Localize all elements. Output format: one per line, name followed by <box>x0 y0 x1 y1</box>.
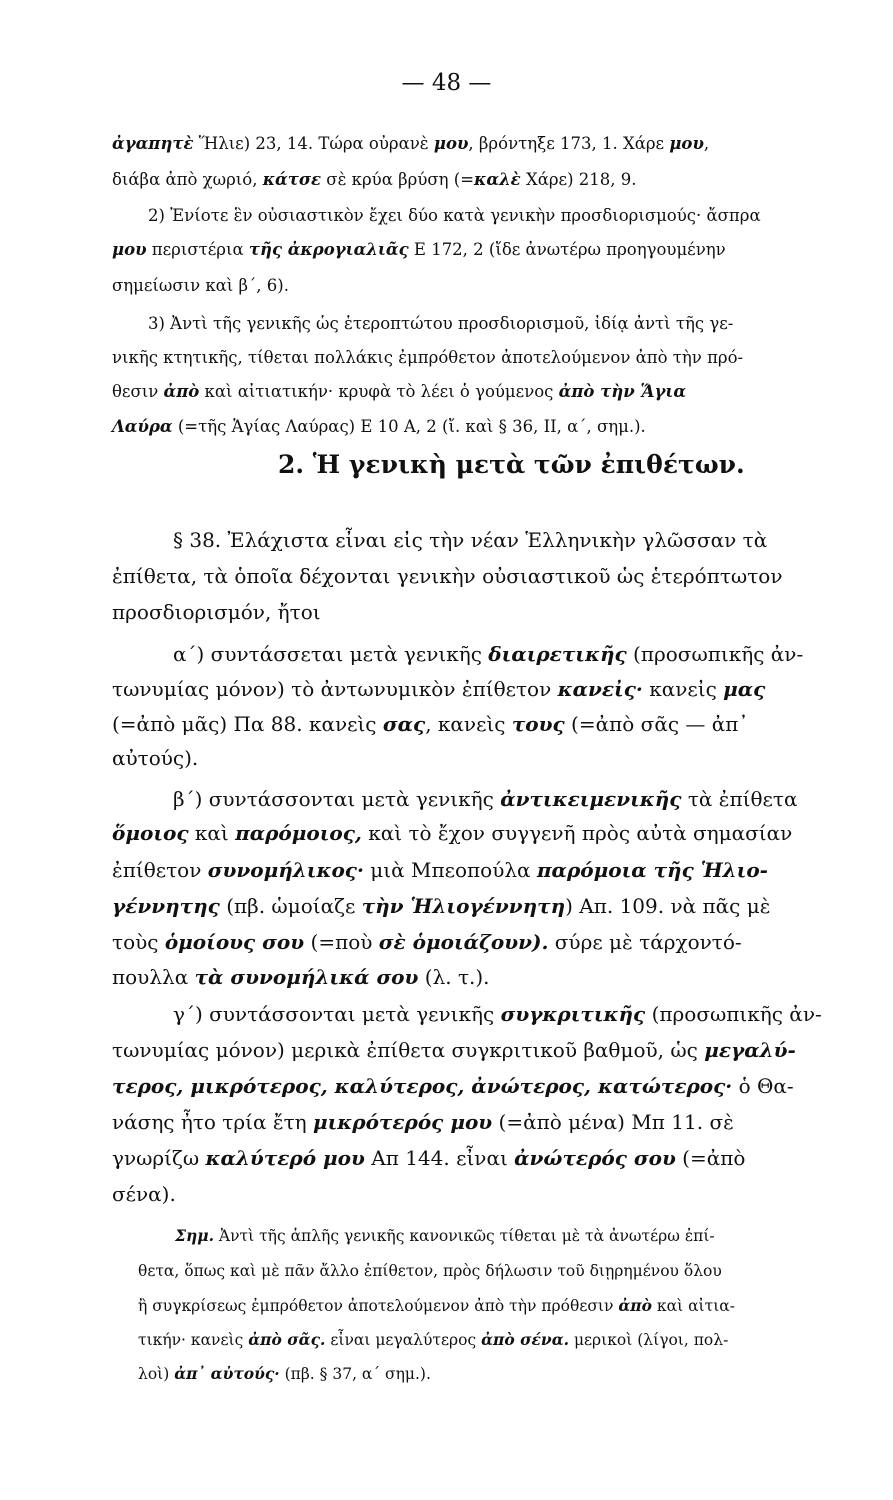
text-run: (πβ. § 37, α΄ σημ.). <box>279 1365 431 1383</box>
emphasized-text: ἀπὸ <box>163 382 200 401</box>
text-run: τοὺς <box>112 930 165 954</box>
text-run: σένα). <box>112 1182 176 1206</box>
text-run: λοὶ) <box>138 1365 175 1383</box>
text-run: γνωρίζω <box>112 1146 206 1170</box>
emphasized-text: τους <box>511 712 565 736</box>
text-line <box>112 746 198 770</box>
text-line <box>112 930 742 954</box>
text-run: διάβα ἀπὸ χωριό, <box>112 170 263 189</box>
text-run: § 38. Ἐλάχιστα εἶναι εἰς τὴν νέαν Ἑλληνικὴν γλῶσσαν τὰ <box>173 528 768 552</box>
text-line <box>138 1364 431 1383</box>
emphasized-text: μου <box>669 134 704 153</box>
text-line <box>112 1146 745 1170</box>
text-run: σύρε μὲ τάρχοντό- <box>548 930 742 954</box>
text-run: καὶ αἰτια- <box>651 1297 735 1315</box>
text-run: περιστέρια <box>146 240 249 259</box>
text-line <box>112 600 321 624</box>
text-line <box>112 240 726 259</box>
text-run: εἶναι μεγαλύτερος <box>325 1331 482 1349</box>
text-run: σημείωσιν καὶ β΄, 6). <box>112 276 289 295</box>
text-run: γ΄) συντάσσονται μετὰ γενικῆς <box>173 1002 501 1026</box>
text-run: α΄) συντάσσεται μετὰ γενικῆς <box>173 642 489 666</box>
text-line <box>173 1002 822 1026</box>
emphasized-text: τῆς ἀκρογιαλιᾶς <box>248 240 409 259</box>
text-run: ἐπίθετον <box>112 858 208 882</box>
text-run: ἐπίθετα, τὰ ὁποῖα δέχονται γενικὴν οὐσιαστικοῦ ὡς ἑτερόπτωτον <box>112 564 783 588</box>
text-line <box>112 965 490 989</box>
emphasized-text: ἀπ᾽ αὐτούς· <box>174 1364 280 1383</box>
emphasized-text: ἀγαπητὲ <box>112 134 194 153</box>
text-run: νάσης ἦτο τρία ἔτη <box>112 1110 313 1134</box>
text-line <box>138 1296 735 1315</box>
text-run: τικήν· κανεὶς <box>138 1331 249 1349</box>
text-run: (=ἀπὸ <box>675 1146 746 1170</box>
text-run: καὶ αἰτιατικήν· κρυφὰ τὸ λέει ὁ γούμενος <box>199 382 559 401</box>
text-run: (προσωπικῆς ἀν- <box>645 1002 822 1026</box>
text-line <box>112 1074 794 1098</box>
text-run: ὁ Θα- <box>732 1074 794 1098</box>
page-number: — 48 — <box>401 70 492 96</box>
text-run: , <box>703 134 710 153</box>
text-run: αὐτούς). <box>112 746 199 770</box>
text-line <box>112 677 765 701</box>
text-run: β΄) συντάσσονται μετὰ γενικῆς <box>173 787 501 811</box>
text-line <box>112 134 709 153</box>
text-line <box>112 712 748 736</box>
emphasized-text: ἀπὸ σᾶς. <box>248 1330 326 1349</box>
text-run: τωνυμίας μόνον) τὸ ἀντωνυμικὸν ἐπίθετον <box>112 677 558 701</box>
emphasized-text: κάτσε <box>262 170 322 189</box>
text-run: Ἥλιε) 23, 14. Τώρα οὐρανὲ <box>193 134 434 153</box>
text-run: (προσωπικῆς ἀν- <box>626 642 804 666</box>
text-run: 2) Ἐνίοτε ἓν οὐσιαστικὸν ἔχει δύο κατὰ γενικὴν προσδιορισμούς· ἄσπρα <box>148 206 761 225</box>
text-run: (=ποὺ <box>304 930 379 954</box>
emphasized-text: μας <box>723 677 766 701</box>
text-run: 3) Ἀντὶ τῆς γενικῆς ὡς ἑτεροπτώτου προσδιορισμοῦ, ἰδίᾳ ἀντὶ τῆς γε- <box>148 314 734 333</box>
emphasized-text: μου <box>112 240 147 259</box>
emphasized-text: τὴν Ἡλιογέννητη <box>361 894 566 918</box>
text-run: προσδιορισμόν, ἤτοι <box>112 600 321 624</box>
text-run: , κανεὶς <box>425 712 512 736</box>
emphasized-text: παρόμοιος, <box>235 821 362 845</box>
emphasized-text: κανεἰς· <box>557 677 643 701</box>
text-line <box>173 642 803 666</box>
text-line <box>112 1182 176 1206</box>
text-run: καὶ τὸ ἔχον συγγενῆ πρὸς αὐτὰ σημασίαν <box>361 821 793 845</box>
text-line <box>138 1330 728 1349</box>
text-line <box>112 1038 796 1062</box>
emphasized-text: Σημ. <box>175 1226 214 1245</box>
text-run: θεσιν <box>112 382 164 401</box>
text-run: καὶ <box>188 821 236 845</box>
emphasized-text: ἀπὸ σένα. <box>481 1330 570 1349</box>
text-run: (=τῆς Ἁγίας Λαύρας) Ε 10 Α, 2 (ἴ. καὶ § 36, ΙΙ, α΄, σημ.). <box>172 417 646 436</box>
text-line <box>112 858 768 882</box>
text-line <box>112 821 792 845</box>
text-run: ) Απ. 109. νὰ πᾶς μὲ <box>565 894 771 918</box>
text-run: ἢ συγκρίσεως ἐμπρόθετον ἀποτελούμενον ἀπὸ τὴν πρόθεσιν <box>138 1297 619 1315</box>
text-run: (=ἀπὸ μᾶς) Πα 88. κανεὶς <box>112 712 383 736</box>
text-run: νικῆς κτητικῆς, τίθεται πολλάκις ἐμπρόθετον ἀποτελούμενον ἀπὸ τὴν πρό- <box>112 348 744 367</box>
emphasized-text: γέννητης <box>112 894 220 918</box>
text-line <box>173 787 797 811</box>
text-run: Ε 172, 2 (ἴδε ἀνωτέρω προηγουμένην <box>408 240 726 259</box>
emphasized-text: Λαύρα <box>112 417 173 436</box>
text-line <box>112 564 783 588</box>
emphasized-text: μου <box>433 134 469 153</box>
emphasized-text: παρόμοια τῆς Ἡλιο- <box>536 858 768 882</box>
emphasized-text: ὁμοίους σου <box>164 930 305 954</box>
emphasized-text: ἀπὸ τὴν Ἅγια <box>558 382 687 401</box>
text-run: Ἀντὶ τῆς ἁπλῆς γενικῆς κανονικῶς τίθεται μὲ τὰ ἀνωτέρω ἐπί- <box>213 1227 715 1245</box>
text-line <box>175 1226 715 1245</box>
text-line <box>112 170 637 189</box>
emphasized-text: διαιρετικῆς <box>488 642 627 666</box>
text-line <box>173 528 767 552</box>
emphasized-text: ἀντικειμενικῆς <box>500 787 682 811</box>
text-run: θετα, ὅπως καὶ μὲ πᾶν ἄλλο ἐπίθετον, πρὸς δήλωσιν τοῦ διῃρημένου ὅλου <box>138 1262 722 1280</box>
text-run: Χάρε) 218, 9. <box>520 170 637 189</box>
emphasized-text: ὅμοιος <box>112 821 189 845</box>
text-run: (λ. τ.). <box>418 965 490 989</box>
text-line <box>148 206 761 225</box>
text-line <box>112 382 686 401</box>
text-line <box>148 314 733 333</box>
emphasized-text: τὰ συνομήλικά σου <box>194 965 419 989</box>
text-line <box>112 894 770 918</box>
emphasized-text: καλύτερό μου <box>205 1146 365 1170</box>
text-run: (πβ. ὡμοίαζε <box>219 894 362 918</box>
emphasized-text: συνομήλικος· <box>207 858 364 882</box>
emphasized-text: συγκριτικῆς <box>500 1002 646 1026</box>
text-run: τὰ ἐπίθετα <box>681 787 798 811</box>
emphasized-text: ἀνώτερός σου <box>514 1146 676 1170</box>
text-run: , βρόντηξε 173, 1. Χάρε <box>468 134 670 153</box>
text-run: (=ἀπὸ μένα) Μπ 11. σὲ <box>492 1110 734 1134</box>
emphasized-text: σας <box>382 712 426 736</box>
text-line <box>112 1110 734 1134</box>
emphasized-text: τερος, μικρότερος, καλύτερος, ἀνώτερος, κατώτερος· <box>112 1074 733 1098</box>
text-line <box>112 276 289 295</box>
text-run: τωνυμίας μόνον) μερικὰ ἐπίθετα συγκριτικοῦ βαθμοῦ, ὡς <box>112 1038 705 1062</box>
emphasized-text: μικρότερός μου <box>312 1110 493 1134</box>
text-run: μερικοὶ (λίγοι, πολ- <box>569 1331 729 1349</box>
text-run: κανεἰς <box>642 677 724 701</box>
emphasized-text: ἀπὸ <box>618 1296 652 1315</box>
section-heading: 2. Ἡ γενικὴ μετὰ τῶν ἐπιθέτων. <box>278 450 745 479</box>
text-run: Απ 144. εἶναι <box>364 1146 515 1170</box>
emphasized-text: καλὲ <box>474 170 521 189</box>
text-line <box>138 1262 722 1280</box>
text-run: μιὰ Μπεοπούλα <box>363 858 537 882</box>
emphasized-text: μεγαλύ- <box>704 1038 796 1062</box>
text-run: σὲ κρύα βρύση (= <box>321 170 475 189</box>
text-run: πουλλα <box>112 965 195 989</box>
text-line <box>112 417 646 436</box>
emphasized-text: σὲ ὁμοιάζουν). <box>378 930 549 954</box>
text-line <box>112 348 743 367</box>
text-run: (=ἀπὸ σᾶς — ἀπ᾽ <box>564 712 749 736</box>
